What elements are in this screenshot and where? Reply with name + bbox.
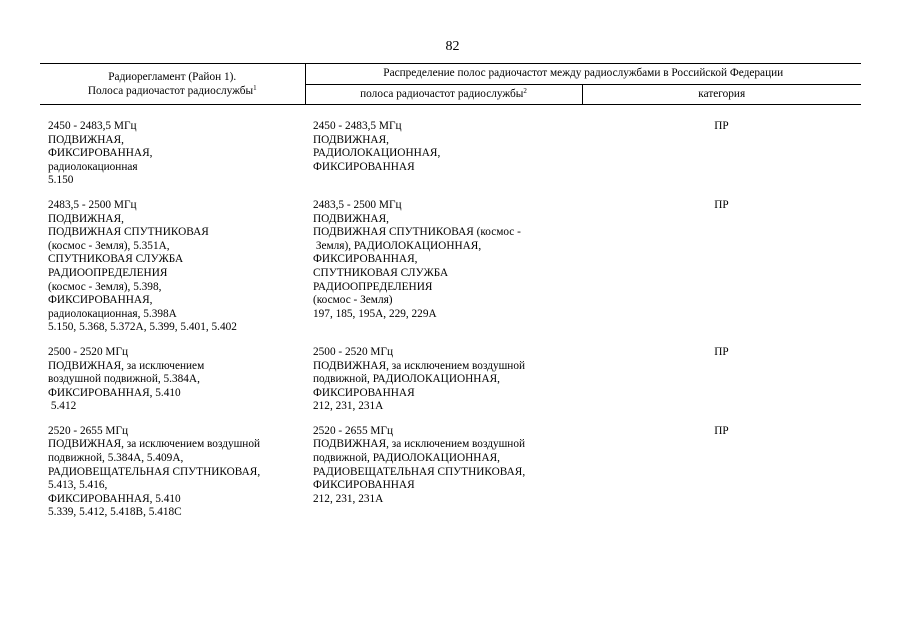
header-radio-regulations <box>40 64 305 105</box>
header-band-label: полоса радиочастот радиослужбы <box>360 87 524 100</box>
header-category: категория <box>582 85 861 105</box>
rf-allocation-cell: 2500 - 2520 МГц ПОДВИЖНАЯ, за исключением воздушной подвижной, РАДИОЛОКАЦИОННАЯ, ФИКСИРОВАННАЯ 212, 231, 231А <box>313 345 526 413</box>
frequency-allocation-table <box>40 63 861 520</box>
table-row <box>40 199 861 335</box>
category-cell: ПР <box>714 198 729 211</box>
category-cell: ПР <box>714 345 729 358</box>
region1-allocation-cell: 2500 - 2520 МГц ПОДВИЖНАЯ, за исключением воздушной подвижной, 5.384А, ФИКСИРОВАННАЯ, 5.410 5.412 <box>48 345 205 413</box>
table-row <box>40 346 861 414</box>
table-row <box>40 120 861 188</box>
header-band <box>305 85 582 105</box>
header-left-line1: Радиорегламент (Район 1). <box>108 71 237 83</box>
region1-allocation-cell: 2520 - 2655 МГц ПОДВИЖНАЯ, за исключением воздушной подвижной, 5.384А, 5.409А, РАДИОВЕЩАТЕЛЬНАЯ СПУТНИКОВАЯ, 5.413, 5.416, ФИКСИРОВАННАЯ, 5.410 5.339, 5.412, 5.418В, 5.418С <box>48 424 261 519</box>
header-left-line2: Полоса радиочастот радиослужбы <box>87 85 254 97</box>
rf-allocation-cell: 2450 - 2483,5 МГц ПОДВИЖНАЯ, РАДИОЛОКАЦИОННАЯ, ФИКСИРОВАННАЯ <box>313 120 441 173</box>
category-cell: ПР <box>714 120 729 132</box>
rf-allocation-cell: 2520 - 2655 МГц ПОДВИЖНАЯ, за исключением воздушной подвижной, РАДИОЛОКАЦИОННАЯ, РАДИОВЕЩАТЕЛЬНАЯ СПУТНИКОВАЯ, ФИКСИРОВАННАЯ 212, 231, 231А <box>313 424 526 505</box>
header-rf-allocation: Распределение полос радиочастот между радиослужбами в Российской Федерации <box>305 64 861 85</box>
page-number: 82 <box>445 39 460 54</box>
footnote-marker-2: 2 <box>523 86 527 95</box>
region1-allocation-cell: 2450 - 2483,5 МГц ПОДВИЖНАЯ, ФИКСИРОВАННАЯ, радиолокационная 5.150 <box>48 120 153 187</box>
region1-allocation-cell: 2483,5 - 2500 МГц ПОДВИЖНАЯ, ПОДВИЖНАЯ СПУТНИКОВАЯ (космос - Земля), 5.351А, СПУТНИКОВАЯ СЛУЖБА РАДИООПРЕДЕЛЕНИЯ (космос - Земля), 5.398, ФИКСИРОВАННАЯ, радиолокационная, 5.398А 5.150, 5.368, 5.372А, 5.399, 5.401, 5.402 <box>48 198 237 334</box>
footnote-marker-1: 1 <box>253 84 257 92</box>
rf-allocation-cell: 2483,5 - 2500 МГц ПОДВИЖНАЯ, ПОДВИЖНАЯ СПУТНИКОВАЯ (космос - Земля), РАДИОЛОКАЦИОННАЯ, ФИКСИРОВАННАЯ, СПУТНИКОВАЯ СЛУЖБА РАДИООПРЕДЕЛЕНИЯ (космос - Земля) 197, 185, 195А, 229, 229А <box>313 198 521 320</box>
table-row <box>40 425 861 520</box>
category-cell: ПР <box>714 424 729 437</box>
